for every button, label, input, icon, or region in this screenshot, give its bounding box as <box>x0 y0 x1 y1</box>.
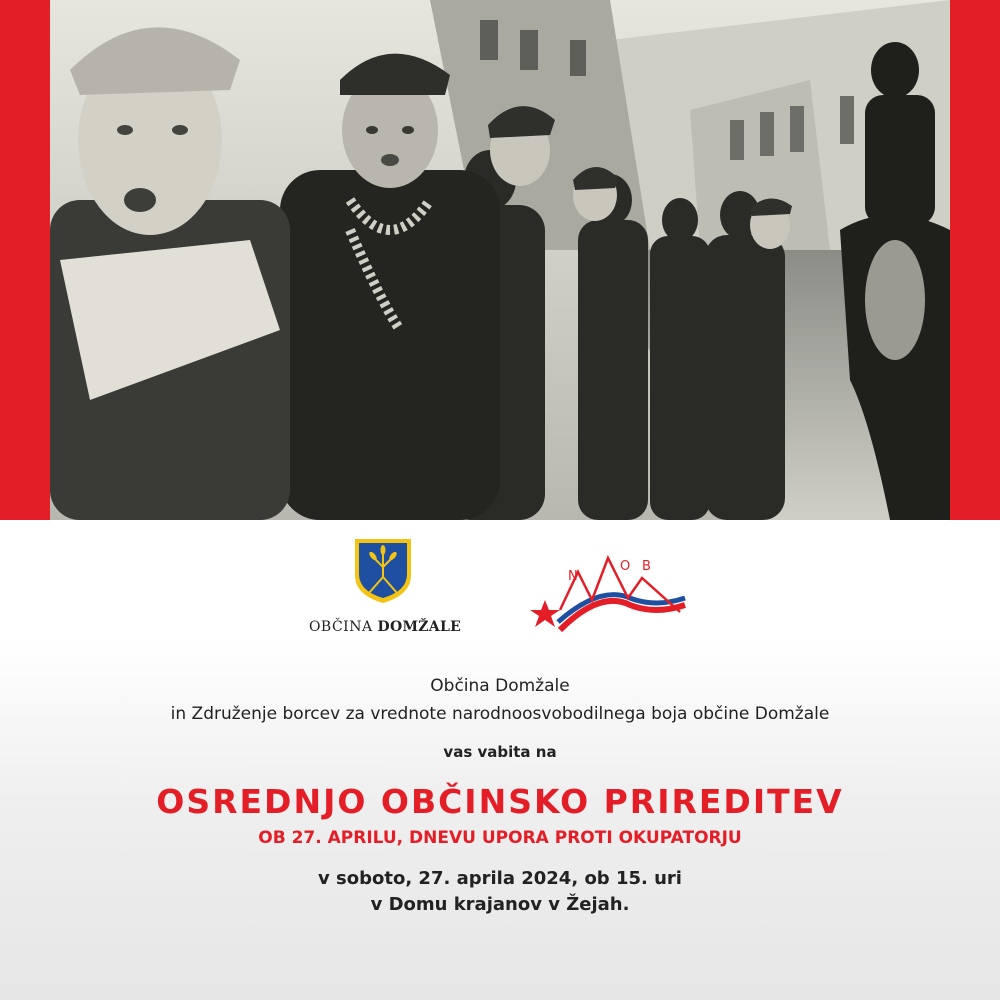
event-subtitle: OB 27. APRILU, DNEVU UPORA PROTI OKUPATORJU <box>258 828 742 848</box>
association-logo-icon <box>530 550 690 640</box>
invitation-text-block <box>0 672 1000 918</box>
event-title: OSREDNJO OBČINSKO PRIREDITEV <box>156 782 844 821</box>
red-star-icon <box>530 600 560 627</box>
logo-letter-o: O <box>620 559 631 574</box>
caption-name: DOMŽALE <box>377 619 462 635</box>
invite-text: vas vabita na <box>443 743 557 761</box>
hosts-line-2: in Združenje borcev za vrednote narodnoosvobodilnega boja občine Domžale <box>170 704 830 724</box>
domzale-coat-of-arms-icon <box>353 537 413 605</box>
caption-prefix: OBČINA <box>308 619 373 635</box>
event-venue: v Domu krajanov v Žejah. <box>370 894 630 915</box>
historical-photo <box>50 0 950 520</box>
logo-letter-b: B <box>642 559 651 574</box>
event-date-time: v soboto, 27. aprila 2024, ob 15. uri <box>318 868 682 889</box>
logo-letter-n: N <box>568 569 578 584</box>
partisans-march-illustration <box>50 0 950 520</box>
municipality-logo <box>300 535 470 645</box>
municipality-logo-caption <box>300 619 470 635</box>
association-logo <box>530 550 690 640</box>
hosts-line-1: Občina Domžale <box>430 676 570 696</box>
